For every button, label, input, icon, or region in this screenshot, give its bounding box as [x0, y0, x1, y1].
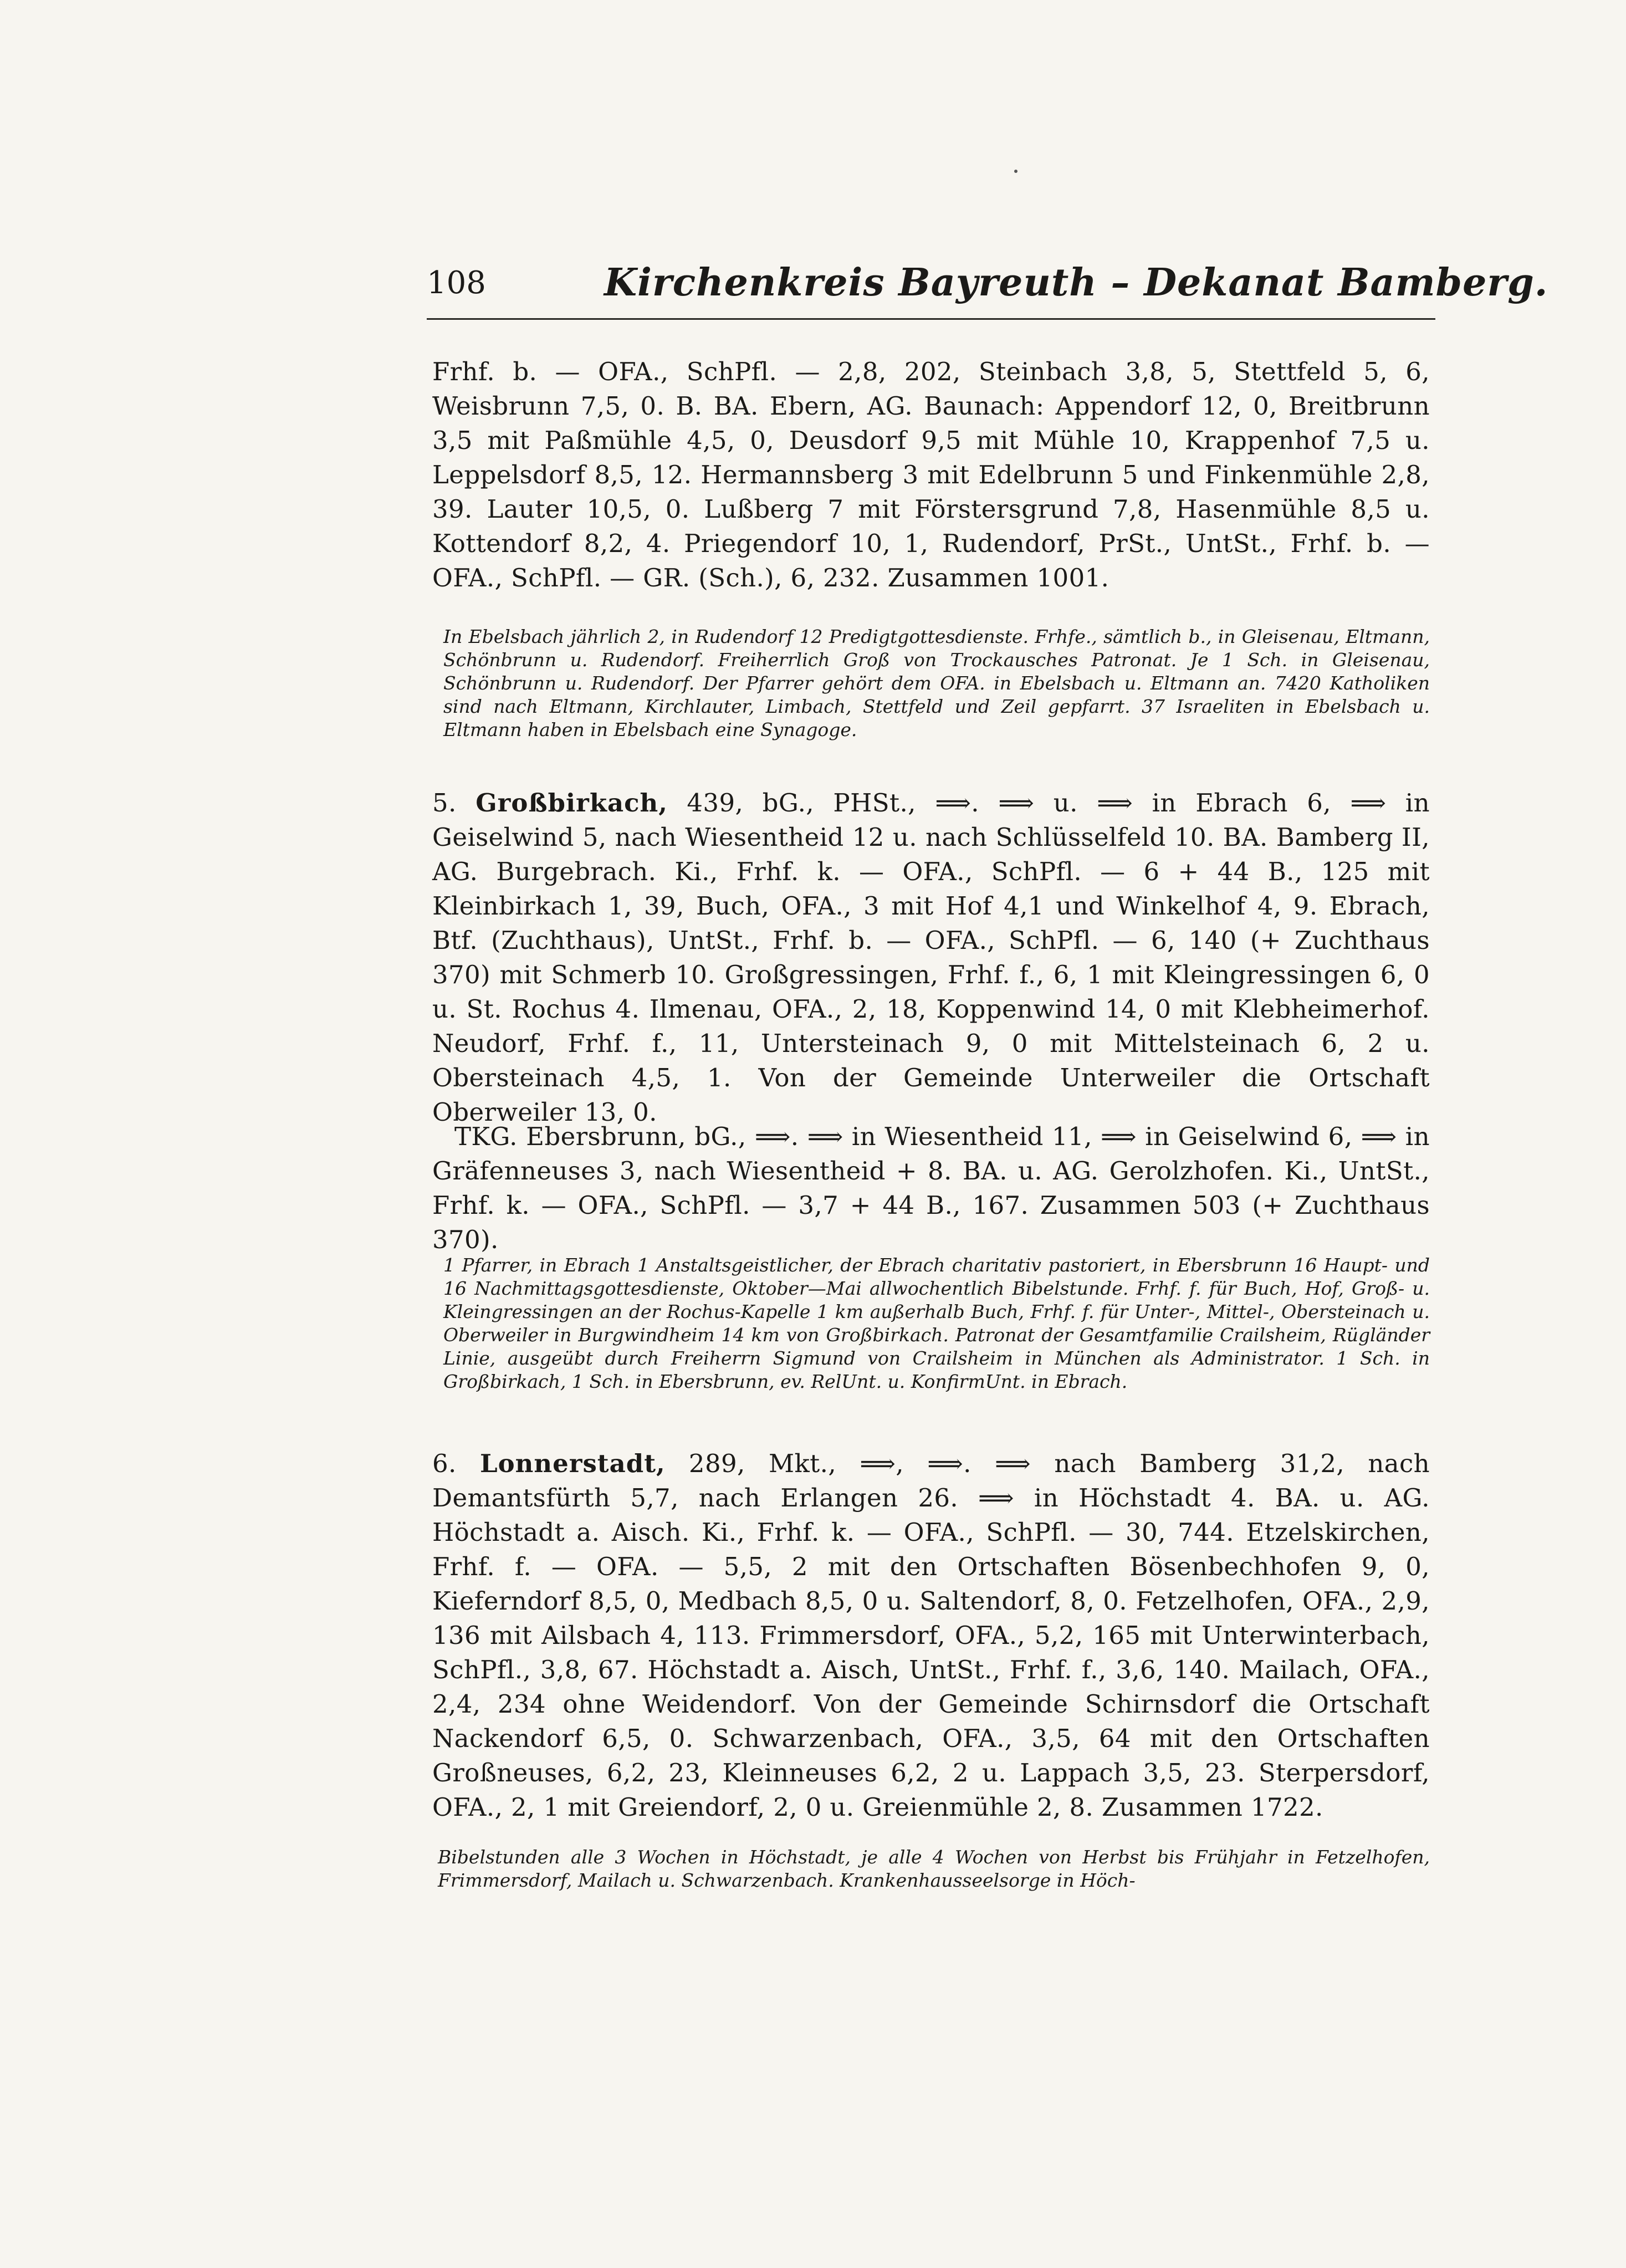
footnote-ebelsbach: In Ebelsbach jährlich 2, in Rudendorf 12 Predigtgottesdienste. Frhfe., sämtlich b., in Gleisenau, Eltmann, Schönbrunn u. Rudendorf. Freiherrlich Groß von Trockausches Patronat. Je 1 Sch. in Gleisenau, Schönbrunn u. Rudendorf. Der Pfarrer gehört dem OFA. in Ebelsbach u. Eltmann an. 7420 Katholiken sind nach Eltmann, Kirchlauter, Limbach, Stettfeld und Zeil gepfarrt. 37 Israeliten in Ebelsbach u. Eltmann haben in Ebelsbach eine Synagoge. — [443, 626, 1430, 740]
entry-number: 5. — [432, 788, 457, 818]
page-header — [427, 260, 1548, 310]
running-title: Kirchenkreis Bayreuth – Dekanat Bamberg. — [604, 260, 1548, 305]
footnote-lonnerstadt: Bibelstunden alle 3 Wochen in Höchstadt, je alle 4 Wochen von Herbst bis Frühjahr in Fetzelhofen, Frimmersdorf, Mailach u. Schwarzenbach. Krankenhausseelsorge in Höch- — [438, 1846, 1430, 1891]
header-rule — [427, 318, 1435, 320]
entry-ebersbrunn: TKG. Ebersbrunn, bG., ⟹. ⟹ in Wiesentheid 11, ⟹ in Geiselwind 6, ⟹ in Gräfenneuses 3, nach Wiesentheid + 8. BA. u. AG. Gerolzhofen. Ki., UntSt., Frhf. k. — OFA., SchPfl. — 3,7 + 44 B., 167. Zusammen 503 (+ Zuchthaus 370). — [432, 1122, 1430, 1254]
entry-number: 6. — [432, 1449, 457, 1478]
page-number: 108 — [427, 265, 486, 301]
entry-lonnerstadt — [432, 1447, 1430, 1825]
ink-speck — [1014, 170, 1017, 173]
entry-grossbirkach — [432, 786, 1430, 1130]
entry-text: 439, bG., PHSt., ⟹. ⟹ u. ⟹ in Ebrach 6, ⟹ in Geiselwind 5, nach Wiesentheid 12 u. nach Schlüsselfeld 10. BA. Bamberg II, AG. Burgebrach. Ki., Frhf. k. — OFA., SchPfl. — 6 + 44 B., 125 mit Kleinbirkach 1, 39, Buch, OFA., 3 mit Hof 4,1 und Winkelhof 4, 9. Ebrach, Btf. (Zuchthaus), UntSt., Frhf. b. — OFA., SchPfl. — 6, 140 (+ Zuchthaus 370) mit Schmerb 10. Großgressingen, Frhf. f., 6, 1 mit Kleingressingen 6, 0 u. St. Rochus 4. Ilmenau, OFA., 2, 18, Koppenwind 14, 0 mit Klebheimerhof. Neudorf, Frhf. f., 11, Untersteinach 9, 0 mit Mittelsteinach 6, 2 u. Obersteinach 4,5, 1. Von der Gemeinde Unterweiler die Ortschaft Oberweiler 13, 0. — [432, 788, 1430, 1127]
place-name: Lonnerstadt, — [480, 1449, 666, 1478]
paragraph-continuation: Frhf. b. — OFA., SchPfl. — 2,8, 202, Steinbach 3,8, 5, Stettfeld 5, 6, Weisbrunn 7,5, 0. B. BA. Ebern, AG. Baunach: Appendorf 12, 0, Breitbrunn 3,5 mit Paßmühle 4,5, 0, Deusdorf 9,5 mit Mühle 10, Krappenhof 7,5 u. Leppelsdorf 8,5, 12. Hermannsberg 3 mit Edelbrunn 5 und Finkenmühle 2,8, 39. Lauter 10,5, 0. Lußberg 7 mit Förstersgrund 7,8, Hasenmühle 8,5 u. Kottendorf 8,2, 4. Priegendorf 10, 1, Rudendorf, PrSt., UntSt., Frhf. b. — OFA., SchPfl. — GR. (Sch.), 6, 232. Zusammen 1001. — [432, 357, 1430, 592]
footnote-grossbirkach: 1 Pfarrer, in Ebrach 1 Anstaltsgeistlicher, der Ebrach charitativ pastoriert, in Ebersbrunn 16 Haupt- und 16 Nachmittagsgottesdienste, Oktober—Mai allwochentlich Bibelstunde. Frhf. f. für Buch, Hof, Groß- u. Kleingressingen an der Rochus-Kapelle 1 km außerhalb Buch, Frhf. f. für Unter-, Mittel-, Obersteinach u. Oberweiler in Burgwindheim 14 km von Großbirkach. Patronat der Gesamtfamilie Crailsheim, Rügländer Linie, ausgeübt durch Freiherrn Sigmund von Crailsheim in München als Administrator. 1 Sch. in Großbirkach, 1 Sch. in Ebersbrunn, ev. RelUnt. u. KonfirmUnt. in Ebrach. — [443, 1254, 1430, 1392]
entry-text: 289, Mkt., ⟹, ⟹. ⟹ nach Bamberg 31,2, nach Demantsfürth 5,7, nach Erlangen 26. ⟹ in Höchstadt 4. BA. u. AG. Höchstadt a. Aisch. Ki., Frhf. k. — OFA., SchPfl. — 30, 744. Etzelskirchen, Frhf. f. — OFA. — 5,5, 2 mit den Ortschaften Bösenbechhofen 9, 0, Kieferndorf 8,5, 0, Medbach 8,5, 0 u. Saltendorf, 8, 0. Fetzelhofen, OFA., 2,9, 136 mit Ailsbach 4, 113. Frimmersdorf, OFA., 5,2, 165 mit Unterwinterbach, SchPfl., 3,8, 67. Höchstadt a. Aisch, UntSt., Frhf. f., 3,6, 140. Mailach, OFA., 2,4, 234 ohne Weidendorf. Von der Gemeinde Schirnsdorf die Ortschaft Nackendorf 6,5, 0. Schwarzenbach, OFA., 3,5, 64 mit den Ortschaften Großneuses, 6,2, 23, Kleinneuses 6,2, 2 u. Lappach 3,5, 23. Sterpersdorf, OFA., 2, 1 mit Greiendorf, 2, 0 u. Greienmühle 2, 8. Zusammen 1722. — [432, 1449, 1430, 1822]
place-name: Großbirkach, — [475, 788, 668, 818]
